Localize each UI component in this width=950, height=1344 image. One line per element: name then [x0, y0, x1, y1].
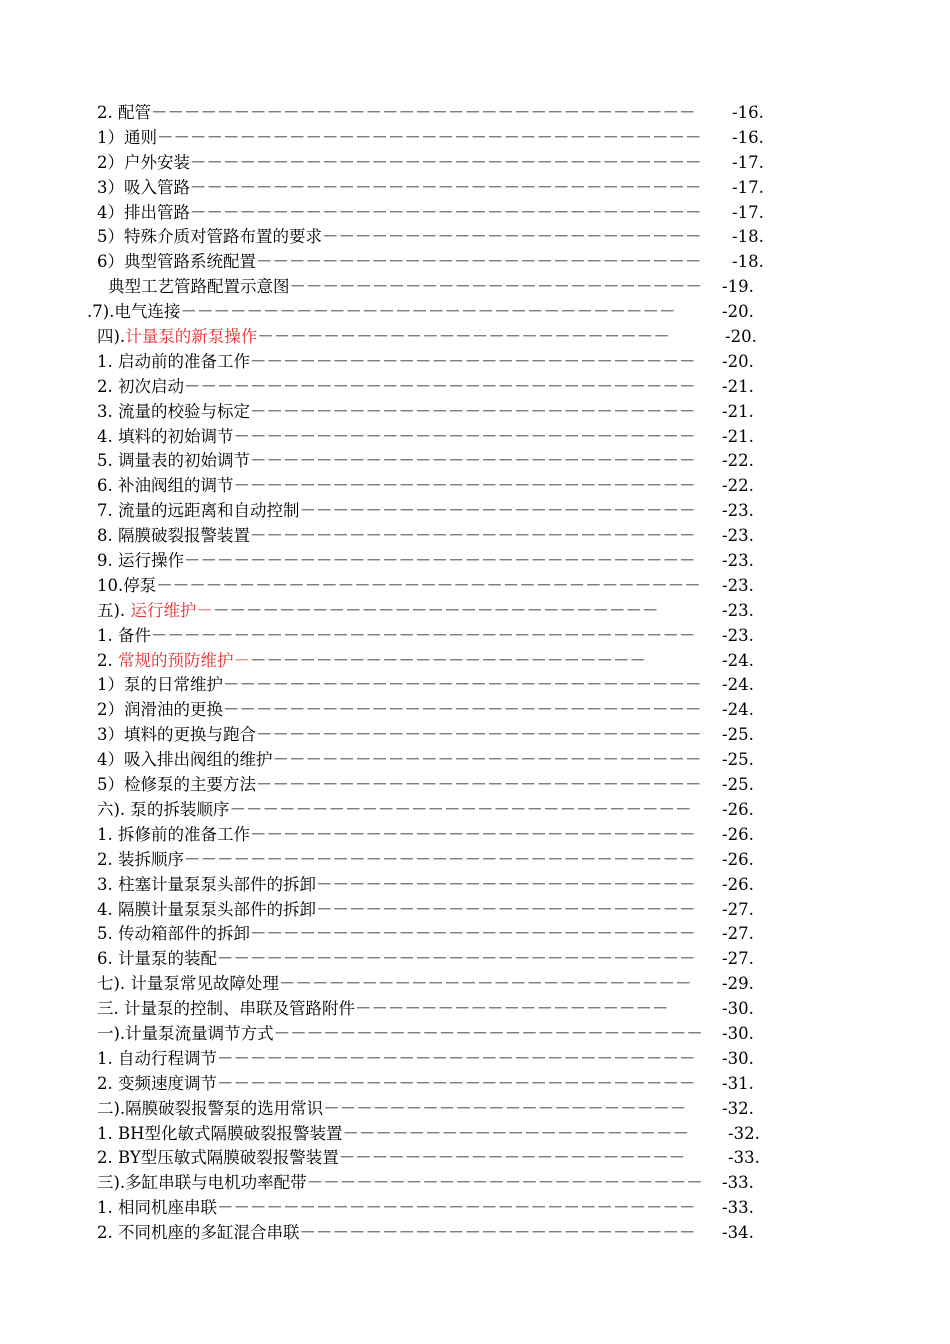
toc-entry-page-number: -20. — [722, 351, 754, 371]
toc-entry-title-group — [97, 1072, 696, 1097]
toc-entry-title: 1. 备件 — [97, 625, 151, 645]
toc-entry-page-number: -26. — [722, 824, 754, 844]
toc-entry-title-group — [97, 151, 702, 176]
toc-entry-page-number: -27. — [722, 949, 754, 969]
toc-entry-title: 常规的预防维护－ — [118, 650, 250, 670]
toc-entry[interactable] — [0, 275, 950, 300]
toc-entry-page-number: -17. — [732, 177, 764, 197]
toc-entry-title-group — [97, 873, 696, 898]
toc-entry-title-group — [97, 1047, 696, 1072]
toc-entry-title: 5）特殊介质对管路布置的要求 — [97, 227, 322, 247]
toc-entry-title-group — [97, 798, 691, 823]
toc-entry-title-group — [97, 101, 696, 126]
toc-entry-page-number: -18. — [732, 227, 764, 247]
toc-entry[interactable] — [0, 773, 950, 798]
toc-entry-leader: －－－－－－－－－－－－－－－－－－－ — [355, 999, 669, 1019]
toc-entry-title: 1）通则 — [97, 127, 157, 147]
toc-entry[interactable] — [0, 898, 950, 923]
toc-entry-leader: －－－－－－－－－－－－－－－－－－－－－－－－－－－ — [256, 775, 702, 795]
toc-entry-title-group — [97, 624, 696, 649]
toc-entry[interactable] — [0, 1047, 950, 1072]
toc-entry[interactable] — [0, 698, 950, 723]
toc-entry-title-group — [97, 1196, 696, 1221]
toc-entry-page-number: -26. — [722, 874, 754, 894]
toc-entry-leader: －－－－－－－－－－－－－－－－－－－－－－－－－－－－－－－－－ — [156, 575, 701, 595]
toc-entry-page-number: -27. — [722, 924, 754, 944]
toc-entry-page-number: -33. — [722, 1173, 754, 1193]
toc-entry[interactable] — [0, 972, 950, 997]
toc-entry-page-number: -18. — [732, 252, 764, 272]
toc-entry-page-number: -30. — [722, 1023, 754, 1043]
toc-entry-title-group — [97, 898, 696, 923]
toc-entry-page-number: -27. — [722, 899, 754, 919]
toc-entry[interactable] — [0, 400, 950, 425]
toc-entry-leader: －－－－－－－－－－－－－－－－－－－－－－－－－－－ — [250, 451, 696, 471]
toc-entry[interactable] — [0, 449, 950, 474]
toc-entry-page-number: -23. — [722, 600, 754, 620]
toc-entry-page-number: -17. — [732, 152, 764, 172]
toc-entry-title: 运行维护－ — [130, 600, 213, 620]
toc-entry[interactable] — [0, 649, 950, 674]
toc-entry-title-group — [97, 947, 696, 972]
toc-entry-title: 5）检修泵的主要方法 — [97, 775, 256, 795]
toc-entry-title-group — [97, 599, 658, 624]
toc-entry-leader: －－－－－－－－－－－－－－－－－－－－－－－－－ — [278, 974, 692, 994]
toc-entry-leader: －－－－－－－－－－－－－－－－－－－－－－－－－－－ — [250, 824, 696, 844]
toc-entry-title-group — [97, 1122, 689, 1147]
toc-entry-page-number: -24. — [722, 700, 754, 720]
toc-entry-title-group — [97, 848, 696, 873]
toc-entry[interactable] — [0, 350, 950, 375]
toc-entry-title-group — [97, 176, 702, 201]
toc-entry-title: 典型工艺管路配置示意图 — [108, 277, 290, 297]
toc-entry-title-group — [97, 649, 646, 674]
toc-entry[interactable] — [0, 823, 950, 848]
toc-entry-leader: －－－－－－－－－－－－－－－－－－－－－ — [338, 1148, 686, 1168]
toc-entry[interactable] — [0, 748, 950, 773]
toc-entry-page-number: -26. — [722, 799, 754, 819]
toc-entry-leader: －－－－－－－－－－－－－－－－－－－－－－－－－－－ — [250, 401, 696, 421]
toc-entry-page-number: -32. — [722, 1098, 754, 1118]
toc-entry-title: 1）泵的日常维护 — [97, 675, 223, 695]
toc-entry-prefix: 2. — [97, 650, 118, 670]
toc-entry[interactable] — [0, 126, 950, 151]
toc-entry-leader: －－－－－－－－－－－－－－－－－－－－－－－－－－－－－－－－－ — [151, 625, 696, 645]
toc-entry-title: 8. 隔膜破裂报警装置 — [97, 526, 250, 546]
toc-entry-page-number: -16. — [732, 127, 764, 147]
toc-entry-title-group — [97, 449, 696, 474]
toc-entry-title: 2. 不同机座的多缸混合串联 — [97, 1223, 300, 1243]
toc-entry[interactable] — [0, 524, 950, 549]
toc-entry-leader: －－－－－－－－－－－－－－－－－－－－－－－ — [322, 227, 702, 247]
toc-entry-title-group — [97, 325, 670, 350]
toc-entry-leader: －－－－－－－－－－－－－－－－－－－－－－－－－－－ — [256, 725, 702, 745]
toc-entry[interactable] — [0, 624, 950, 649]
toc-entry-leader: －－－－－－－－－－－－－－－－－－－－－－－－－－－－－ — [217, 949, 696, 969]
toc-entry-page-number: -31. — [722, 1073, 754, 1093]
toc-entry-title: 3）填料的更换与跑合 — [97, 725, 256, 745]
toc-entry-title-group — [97, 524, 696, 549]
toc-entry-title: 4. 填料的初始调节 — [97, 426, 234, 446]
toc-entry-title: 计量泵的新泵操作 — [125, 327, 258, 347]
toc-entry-page-number: -34. — [722, 1223, 754, 1243]
toc-entry-title: 6. 计量泵的装配 — [97, 949, 217, 969]
toc-entry-page-number: -17. — [732, 202, 764, 222]
toc-entry-leader: －－－－－－－－－－－－－－－－－－－－－－－－－－－－－－－ — [184, 376, 696, 396]
toc-entry-title-group — [97, 823, 696, 848]
toc-entry-leader: －－－－－－－－－－－－－－－－－－－－－－－－－－－－ — [233, 426, 696, 446]
toc-entry-page-number: -32. — [728, 1123, 760, 1143]
toc-entry-title-group — [97, 225, 702, 250]
toc-entry-page-number: -24. — [722, 675, 754, 695]
toc-entry-page-number: -21. — [722, 426, 754, 446]
table-of-contents — [0, 101, 950, 1246]
toc-entry-title: 4）吸入排出阀组的维护 — [97, 750, 273, 770]
toc-entry-title: 1. BH型化敏式隔膜破裂报警装置 — [97, 1123, 343, 1143]
toc-entry[interactable] — [0, 549, 950, 574]
toc-entry-title: 9. 运行操作 — [97, 551, 184, 571]
toc-entry-title-group — [97, 549, 696, 574]
toc-entry-title: 6. 补油阀组的调节 — [97, 476, 234, 496]
toc-entry-title: 三).多缸串联与电机功率配带 — [97, 1173, 307, 1193]
toc-entry[interactable] — [0, 1146, 950, 1171]
toc-entry-page-number: -26. — [722, 849, 754, 869]
toc-entry[interactable] — [0, 375, 950, 400]
toc-entry-page-number: -25. — [722, 750, 754, 770]
toc-entry-title: 5. 传动箱部件的拆卸 — [97, 924, 250, 944]
toc-entry-title: 2. 装拆顺序 — [97, 849, 184, 869]
toc-entry-page-number: -21. — [722, 401, 754, 421]
toc-entry-title: 2）户外安装 — [97, 152, 190, 172]
toc-entry-leader: －－－－－－－－－－－－－－－－－－－－－－－－－－－－ — [229, 799, 692, 819]
toc-entry-title-group — [97, 972, 691, 997]
toc-entry-page-number: -21. — [722, 376, 754, 396]
toc-entry[interactable] — [0, 574, 950, 599]
toc-entry-title: 一).计量泵流量调节方式 — [97, 1023, 274, 1043]
toc-entry-leader: －－－－－－－－－－－－－－－－－－－－－－－－－－－－－ — [217, 1073, 696, 1093]
toc-entry-leader: －－－－－－－－－－－－－－－－－－－－－－－－－－－－－－－－－ — [157, 127, 702, 147]
toc-entry[interactable] — [0, 325, 950, 350]
toc-entry-title: 3）吸入管路 — [97, 177, 190, 197]
toc-entry[interactable] — [0, 873, 950, 898]
toc-entry-leader: －－－－－－－－－－－－－－－－－－－－－－－－－－－－－ — [223, 675, 702, 695]
toc-entry-title-group — [97, 922, 696, 947]
toc-entry-leader: －－－－－－－－－－－－－－－－－－－－－－－－－－－－－－－ — [190, 202, 702, 222]
toc-entry-page-number: -29. — [722, 974, 754, 994]
toc-entry-title-group — [97, 400, 696, 425]
toc-entry[interactable] — [0, 201, 950, 226]
toc-entry[interactable] — [0, 151, 950, 176]
toc-entry-page-number: -30. — [722, 1048, 754, 1068]
toc-entry-title-group — [97, 673, 702, 698]
toc-entry[interactable] — [0, 1022, 950, 1047]
toc-entry-title-group — [97, 1146, 685, 1171]
toc-entry[interactable] — [0, 922, 950, 947]
toc-entry-page-number: -25. — [722, 775, 754, 795]
toc-entry[interactable] — [0, 1171, 950, 1196]
toc-entry-title: 6）典型管路系统配置 — [97, 252, 256, 272]
toc-entry-leader: －－－－－－－－－－－－－－－－－－－－－－－－－－－－ — [233, 476, 696, 496]
toc-entry-title: 2. BY型压敏式隔膜破裂报警装置 — [97, 1148, 339, 1168]
toc-entry-title-group — [97, 250, 702, 275]
toc-entry-title: 二).隔膜破裂报警泵的选用常识 — [97, 1098, 324, 1118]
toc-entry[interactable] — [0, 499, 950, 524]
toc-entry-title-group — [97, 425, 696, 450]
toc-entry-title: 3. 流量的校验与标定 — [97, 401, 250, 421]
toc-entry-leader: －－－－－－－－－－－－－－－－－－－－－－－－－－－ — [212, 600, 659, 620]
toc-entry-title-group — [97, 1097, 686, 1122]
toc-entry-title: 5. 调量表的初始调节 — [97, 451, 250, 471]
toc-entry[interactable] — [0, 300, 950, 325]
toc-entry-page-number: -23. — [722, 575, 754, 595]
toc-entry-leader: －－－－－－－－－－－－－－－－－－－－－ — [342, 1123, 690, 1143]
toc-entry-leader: －－－－－－－－－－－－－－－－－－－－－－－－－－－－－－－ — [184, 551, 696, 571]
toc-entry-title: 1. 自动行程调节 — [97, 1048, 217, 1068]
toc-entry-title-group — [97, 773, 702, 798]
toc-entry-page-number: -33. — [728, 1148, 760, 1168]
toc-entry[interactable] — [0, 250, 950, 275]
toc-entry[interactable] — [0, 848, 950, 873]
toc-entry-leader: －－－－－－－－－－－－－－－－－－－－－－－－－－－－－－－ — [190, 152, 702, 172]
toc-entry-title-group — [87, 300, 675, 325]
toc-entry-title: 2）润滑油的更换 — [97, 700, 223, 720]
toc-entry-title-group — [97, 375, 696, 400]
toc-entry-leader: －－－－－－－－－－－－－－－－－－－－－－－ — [316, 899, 696, 919]
toc-entry-page-number: -25. — [722, 725, 754, 745]
toc-entry[interactable] — [0, 673, 950, 698]
toc-entry-page-number: -16. — [732, 103, 764, 122]
toc-entry-page-number: -20. — [722, 302, 754, 322]
toc-entry-title-group — [97, 499, 696, 524]
toc-entry-title-group — [97, 126, 702, 151]
toc-entry-leader: －－－－－－－－－－－－－－－－－－－－－－－－－－－－－ — [223, 700, 702, 720]
toc-entry-leader: －－－－－－－－－－－－－－－－－－－－－－－－－－－ — [250, 526, 696, 546]
toc-entry-title-group — [97, 1221, 696, 1246]
toc-entry-title: 4）排出管路 — [97, 202, 190, 222]
toc-entry-leader: －－－－－－－－－－－－－－－－－－－－－－－－ — [299, 501, 696, 521]
toc-entry-title-group — [97, 350, 696, 375]
toc-entry-page-number: -33. — [722, 1198, 754, 1218]
toc-entry-title: 2. 初次启动 — [97, 376, 184, 396]
toc-entry-title-group — [97, 474, 696, 499]
toc-entry-title-group — [97, 201, 702, 226]
toc-entry-title: 2. 变频速度调节 — [97, 1073, 217, 1093]
toc-entry-leader: －－－－－－－－－－－－－－－－－－－－－－－－－－－－－－－ — [184, 849, 696, 869]
toc-entry[interactable] — [0, 997, 950, 1022]
toc-entry[interactable] — [0, 1221, 950, 1246]
toc-entry-title: 10.停泵 — [97, 575, 157, 595]
toc-entry[interactable] — [0, 723, 950, 748]
toc-entry-title-group — [97, 723, 702, 748]
toc-entry[interactable] — [0, 101, 950, 126]
toc-entry-leader: －－－－－－－－－－－－－－－－－－－－－－－－－－－－－－ — [180, 302, 676, 322]
toc-entry-page-number: -20. — [725, 327, 757, 347]
toc-entry-leader: －－－－－－－－－－－－－－－－－－－－－－－－－－－－－ — [217, 1048, 696, 1068]
toc-entry-title: 7. 流量的远距离和自动控制 — [97, 501, 300, 521]
toc-entry[interactable] — [0, 1196, 950, 1221]
toc-entry-leader: －－－－－－－－－－－－－－－－－－－－－－－－－－－ — [250, 351, 696, 371]
toc-entry-page-number: -23. — [722, 501, 754, 521]
toc-entry[interactable] — [0, 1097, 950, 1122]
toc-entry-title-group — [97, 574, 701, 599]
toc-entry[interactable] — [0, 225, 950, 250]
toc-entry-title: 三. 计量泵的控制、串联及管路附件 — [97, 999, 355, 1019]
toc-entry-title: 1. 拆修前的准备工作 — [97, 824, 250, 844]
toc-entry-leader: －－－－－－－－－－－－－－－－－－－－－－－－－－ — [273, 1023, 703, 1043]
toc-entry-leader: －－－－－－－－－－－－－－－－－－－－－－－－－ — [257, 327, 670, 347]
toc-entry-title: 1. 相同机座串联 — [97, 1198, 217, 1218]
toc-entry-page-number: -19. — [722, 277, 754, 297]
toc-entry-leader: －－－－－－－－－－－－－－－－－－－－－－－－－ — [289, 277, 702, 297]
toc-entry-page-number: -23. — [722, 625, 754, 645]
toc-entry-title: .7).电气连接 — [87, 302, 181, 322]
toc-entry-prefix: 四). — [97, 327, 126, 347]
toc-entry-title-group — [108, 275, 702, 300]
toc-entry[interactable] — [0, 798, 950, 823]
toc-entry[interactable] — [0, 947, 950, 972]
toc-entry-title: 2. 配管 — [97, 103, 151, 122]
toc-entry-leader: －－－－－－－－－－－－－－－－－－－－－－－－－－－－－ — [217, 1198, 696, 1218]
toc-entry-leader: －－－－－－－－－－－－－－－－－－－－－－－ — [316, 874, 696, 894]
toc-entry-leader: －－－－－－－－－－－－－－－－－－－－－－－－－－－－－－－－－ — [151, 103, 696, 122]
toc-entry-title: 3. 柱塞计量泵泵头部件的拆卸 — [97, 874, 316, 894]
toc-entry-page-number: -30. — [722, 999, 754, 1019]
toc-entry-page-number: -24. — [722, 650, 754, 670]
toc-entry-leader: －－－－－－－－－－－－－－－－－－－－－－－－ — [306, 1173, 703, 1193]
toc-entry-title-group — [97, 1171, 703, 1196]
toc-entry-title: 七). 计量泵常见故障处理 — [97, 974, 279, 994]
toc-entry-leader: －－－－－－－－－－－－－－－－－－－－－－ — [323, 1098, 687, 1118]
toc-entry-title-group — [97, 997, 669, 1022]
toc-entry-page-number: -23. — [722, 526, 754, 546]
toc-entry-title: 4. 隔膜计量泵泵头部件的拆卸 — [97, 899, 316, 919]
toc-entry-prefix: 五). — [97, 600, 131, 620]
toc-entry[interactable] — [0, 474, 950, 499]
toc-entry-title-group — [97, 698, 702, 723]
toc-entry-leader: －－－－－－－－－－－－－－－－－－－－－－－－－－ — [272, 750, 702, 770]
toc-entry[interactable] — [0, 425, 950, 450]
toc-entry-leader: －－－－－－－－－－－－－－－－－－－－－－－－－－－ — [250, 924, 696, 944]
toc-entry-title-group — [97, 1022, 703, 1047]
toc-entry-title: 1. 启动前的准备工作 — [97, 351, 250, 371]
toc-entry-title-group — [97, 748, 702, 773]
toc-entry-page-number: -22. — [722, 451, 754, 471]
toc-entry-page-number: -22. — [722, 476, 754, 496]
toc-entry-leader: －－－－－－－－－－－－－－－－－－－－－－－－－－－ — [256, 252, 702, 272]
toc-entry-leader: －－－－－－－－－－－－－－－－－－－－－－－－ — [299, 1223, 696, 1243]
toc-entry[interactable] — [0, 1122, 950, 1147]
toc-entry-title: 六). 泵的拆装顺序 — [97, 799, 230, 819]
toc-entry-page-number: -23. — [722, 551, 754, 571]
toc-entry[interactable] — [0, 599, 950, 624]
toc-entry[interactable] — [0, 176, 950, 201]
toc-entry[interactable] — [0, 1072, 950, 1097]
toc-entry-leader: －－－－－－－－－－－－－－－－－－－－－－－－－－－－－－－ — [190, 177, 702, 197]
toc-entry-leader: －－－－－－－－－－－－－－－－－－－－－－－－ — [250, 650, 646, 670]
